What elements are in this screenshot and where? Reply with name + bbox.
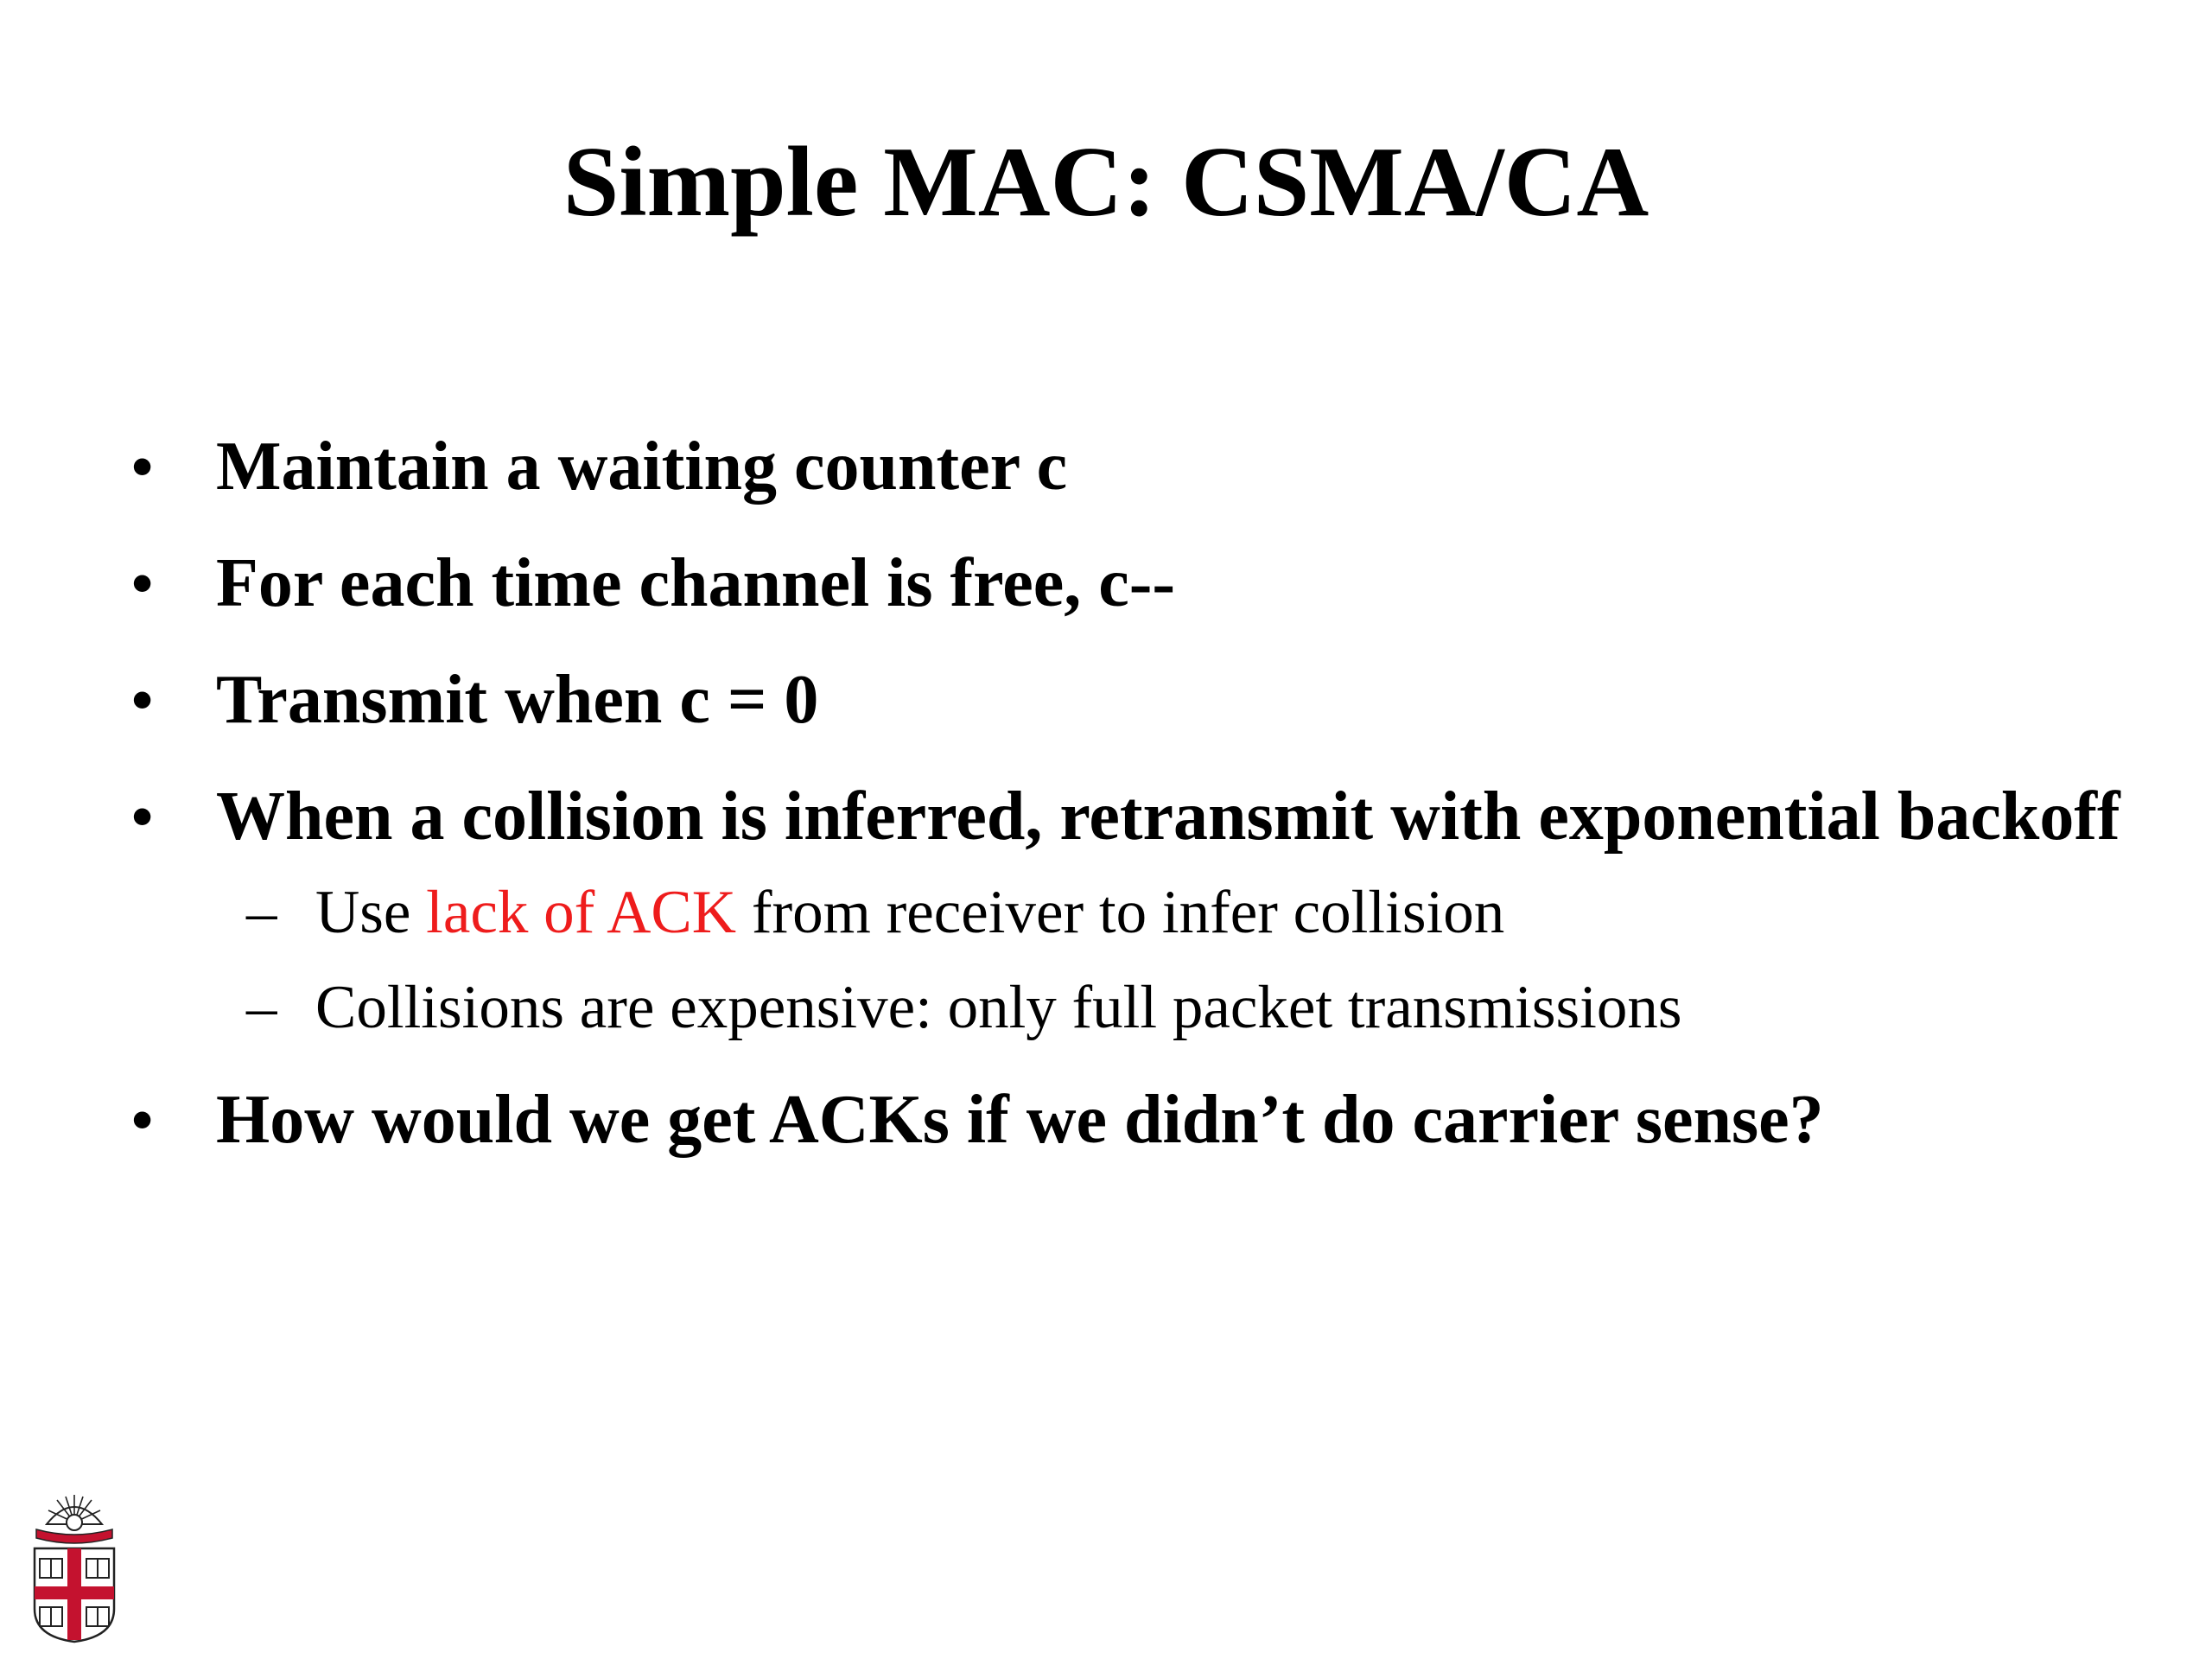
bullet-item xyxy=(130,536,2143,631)
bullet-text: For each time channel is free, c-- xyxy=(216,545,1176,621)
sub-bullet-dash: – xyxy=(246,974,277,1041)
bullet-dot: • xyxy=(131,782,154,851)
sub-bullet-text-before: Use xyxy=(315,879,427,946)
sub-bullet-highlight: lack of ACK xyxy=(426,879,737,946)
bullet-item xyxy=(130,419,2143,514)
university-shield-icon xyxy=(31,1488,118,1643)
bullet-dot: • xyxy=(131,665,154,734)
bullet-list xyxy=(130,419,2143,1189)
sub-bullet-text-after: from receiver to infer collision xyxy=(736,879,1505,946)
slide-title: Simple MAC: CSMA/CA xyxy=(563,127,1649,238)
sub-bullet-item xyxy=(130,964,2143,1051)
sub-bullet-list xyxy=(216,869,2143,1051)
bullet-text: Maintain a waiting counter c xyxy=(216,429,1068,505)
bullet-dot: • xyxy=(131,1085,154,1154)
bullet-text: How would we get ACKs if we didn’t do carrier sense? xyxy=(216,1082,1824,1158)
bullet-dot: • xyxy=(131,549,154,618)
bullet-item xyxy=(130,652,2143,747)
sub-bullet-item xyxy=(130,869,2143,956)
bullet-text: Transmit when c = 0 xyxy=(216,662,819,738)
bullet-text: When a collision is inferred, retransmit with exponential backoff xyxy=(216,779,2120,855)
bullet-item xyxy=(130,1072,2143,1167)
sub-bullet-dash: – xyxy=(246,879,277,946)
bullet-item xyxy=(130,769,2143,1051)
sub-bullet-text: Collisions are expensive: only full packet transmissions xyxy=(315,974,1682,1041)
bullet-dot: • xyxy=(131,432,154,501)
